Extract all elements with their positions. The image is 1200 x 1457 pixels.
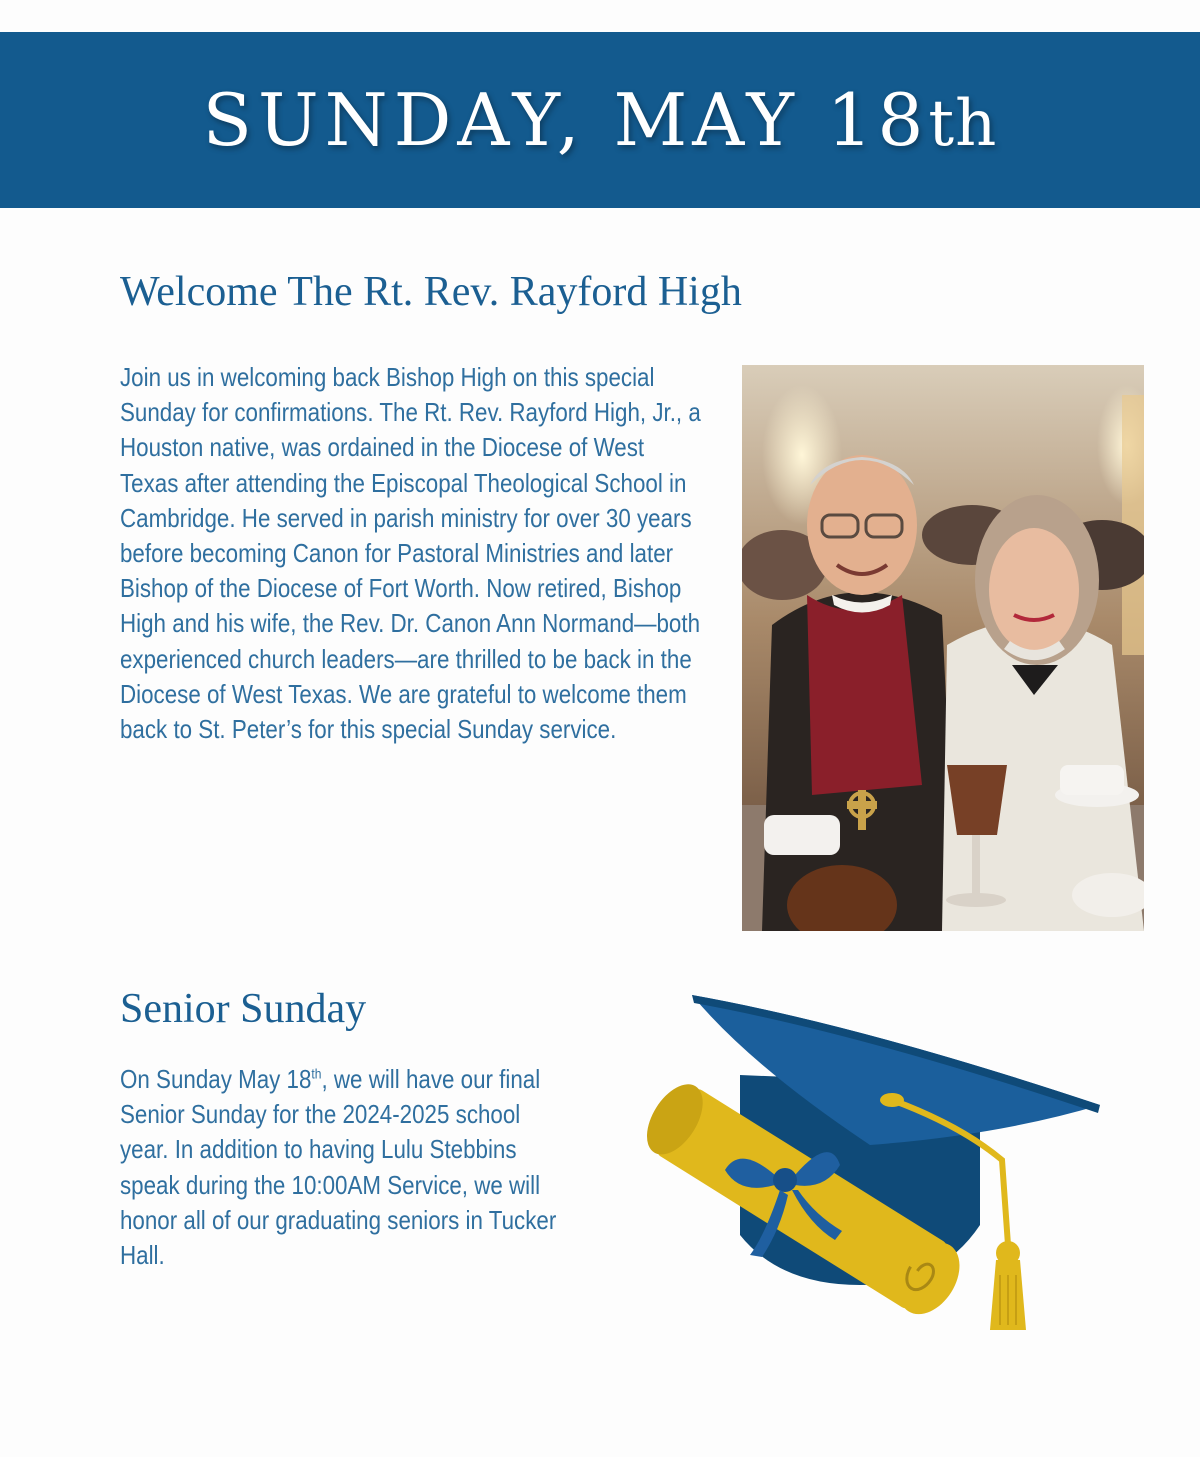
graduation-cap-diploma-icon [630, 985, 1130, 1365]
banner-month: MAY [613, 78, 799, 162]
welcome-body: Join us in welcoming back Bishop High on this special Sunday for confirmations. The Rt. Rev. Rayford High, Jr., a Houston native, was ordained in the Diocese of West Texas after attending the Episcopal Theological School in Cambridge. He served in parish ministry for over 30 years before becoming Canon for Pastoral Ministries and later Bishop of the Diocese of Fort Worth. Now retired, Bishop High and his wife, the Rev. Dr. Canon Ann Normand—both experienced church leaders—are thrilled to be back in the Diocese of West Texas. We are grateful to welcome them back to St. Peter’s for this special Sunday service. [120, 362, 701, 745]
banner-date-suffix: th [928, 87, 998, 161]
bishop-photo [742, 365, 1144, 931]
senior-body-rest: , we will have our final Senior Sunday for the 2024-2025 school year. In addition to having Lulu Stebbins speak during the 10:00AM Service, we will honor all of our graduating seniors in Tucker Hall. [120, 1064, 557, 1271]
date-banner [0, 32, 1200, 208]
banner-title [203, 78, 998, 162]
senior-sunday-body [120, 1062, 559, 1273]
senior-sunday-heading: Senior Sunday [120, 986, 367, 1032]
banner-date: 18 [826, 78, 929, 162]
senior-body-start: On Sunday May 18 [120, 1064, 312, 1094]
welcome-heading: Welcome The Rt. Rev. Rayford High [120, 269, 742, 315]
banner-day: SUNDAY, [202, 78, 586, 162]
senior-body-superscript: th [311, 1065, 322, 1082]
